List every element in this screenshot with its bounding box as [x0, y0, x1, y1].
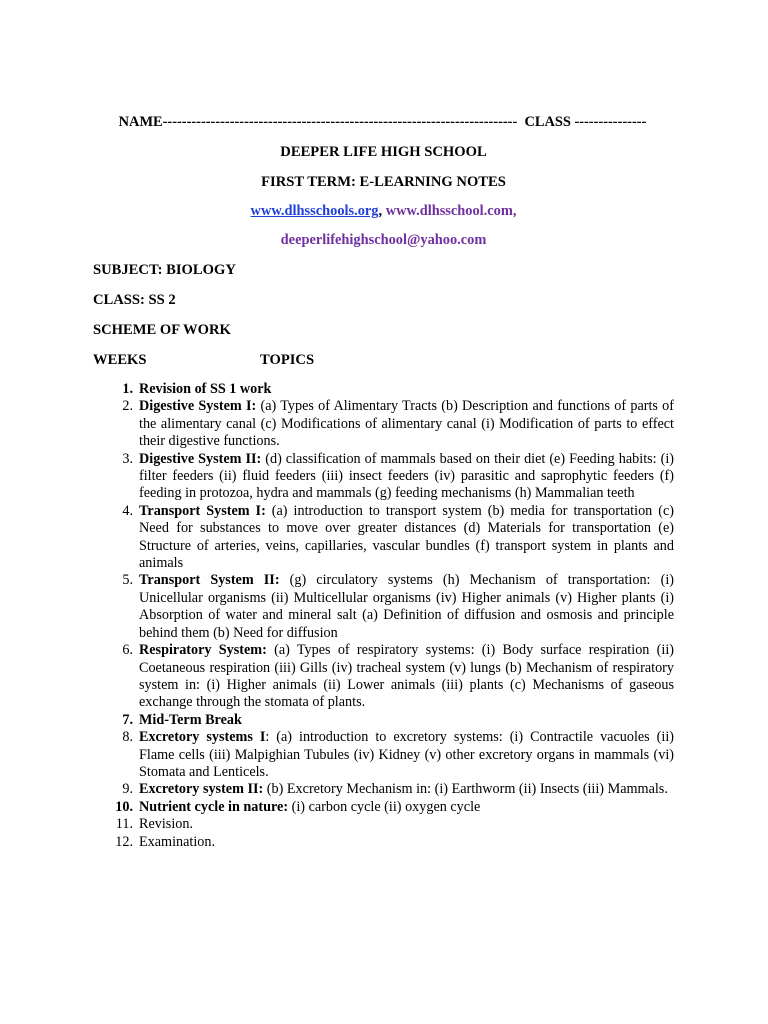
website-link-1[interactable]: www.dlhsschools.org	[250, 203, 379, 219]
class-label: CLASS	[524, 114, 571, 130]
item-text: (b) Excretory Mechanism in: (i) Earthworm (ii) Insects (iii) Mammals.	[263, 781, 668, 798]
item-title: Nutrient cycle in nature:	[139, 798, 289, 815]
item-title: Revision of SS 1 work	[139, 381, 272, 397]
item-number: 7.	[122, 711, 133, 728]
item-number: 6.	[122, 642, 133, 659]
link-separator: ,	[378, 203, 383, 219]
item-text: (i) carbon cycle (ii) oxygen cycle	[288, 798, 481, 815]
list-item	[93, 834, 674, 851]
list-item	[93, 398, 674, 450]
item-text: (d) classification of mammals based on their diet (e) Feeding habits: (i) filter feeders (ii) fluid feeders (iii) insect feeders (iv) parasitic and saprophytic feeders (f) feeding in protozoa, hydra and mammals (g) feeding mechanisms (h) Mammalian teeth	[139, 450, 674, 502]
item-text: Examination.	[139, 833, 216, 850]
topics-list	[93, 381, 674, 851]
item-number: 3.	[122, 450, 133, 467]
item-text: (a) introduction to transport system (b) media for transportation (c) Need for substances to move over greater distances (d) Materials for transportation (e) Structure of arteries, veins, capillaries, vascular bundles (f) transport system in plants and animals	[139, 502, 674, 572]
item-number: 8.	[122, 729, 133, 746]
list-item	[93, 781, 674, 798]
class-blank: ---------------	[574, 114, 647, 130]
item-number: 2.	[122, 398, 133, 415]
item-text: Revision.	[139, 816, 193, 833]
subject-line: SUBJECT: BIOLOGY	[93, 262, 236, 278]
item-title: Digestive System I:	[139, 398, 257, 415]
list-item	[93, 572, 674, 642]
name-label: NAME	[118, 114, 163, 130]
item-text: (a) Types of respiratory systems: (i) Body surface respiration (ii) Coetaneous respiration (iii) Gills (iv) tracheal system (v) lungs (b) Mechanism of respiratory system in: (i) Higher animals (ii) Lower animals (iii) plants (c) Mechanisms of gaseous exchange through the stomata of plants.	[139, 642, 674, 711]
column-headings	[93, 352, 674, 369]
term-title: FIRST TERM: E-LEARNING NOTES	[261, 174, 506, 190]
topics-heading: TOPICS	[260, 352, 315, 368]
weeks-heading: WEEKS	[93, 352, 147, 368]
name-blank: --------------------------------------------------------------------------	[162, 114, 518, 130]
list-item	[93, 642, 674, 712]
item-number: 12.	[115, 833, 133, 850]
item-title: Transport System I:	[139, 502, 266, 519]
item-title: Mid-Term Break	[139, 711, 242, 728]
list-item	[93, 799, 674, 816]
item-number: 10.	[115, 798, 133, 815]
document-page	[93, 114, 674, 851]
list-item	[93, 503, 674, 573]
item-number: 1.	[122, 381, 133, 397]
email-line	[93, 232, 674, 249]
school-name: DEEPER LIFE HIGH SCHOOL	[280, 144, 487, 160]
website-links	[93, 203, 674, 220]
website-link-2[interactable]: www.dlhsschool.com,	[385, 203, 517, 219]
item-number: 9.	[122, 781, 133, 798]
email-link[interactable]: deeperlifehighschool@yahoo.com	[280, 232, 487, 248]
item-number: 11.	[115, 816, 133, 833]
item-title: Excretory systems I	[139, 729, 266, 746]
item-title: Respiratory System:	[139, 642, 267, 659]
scheme-heading: SCHEME OF WORK	[93, 322, 231, 338]
item-text: (g) circulatory systems (h) Mechanism of transportation: (i) Unicellular organisms (ii) Multicellular organisms (iv) Higher animals (v) Higher plants (i) Absorption of water and mineral salt (a) Definition of diffusion and osmosis and principle behind them (b) Need for diffusion	[139, 572, 674, 641]
list-item	[93, 729, 674, 781]
list-item	[93, 381, 674, 398]
item-title: Transport System II:	[139, 572, 280, 589]
item-text: (a) Types of Alimentary Tracts (b) Description and functions of parts of the alimentary canal (c) Modifications of alimentary canal (i) Modification of parts to effect their digestive functions.	[139, 398, 674, 450]
list-item	[93, 712, 674, 729]
class-line: CLASS: SS 2	[93, 292, 176, 308]
item-text: : (a) introduction to excretory systems: (i) Contractile vacuoles (ii) Flame cells (iii) Malpighian Tubules (iv) Kidney (v) other excretory organs in mammals (vi) Stomata and Lenticels.	[139, 729, 675, 780]
item-number: 5.	[122, 572, 133, 589]
name-class-line	[91, 114, 674, 131]
list-item	[93, 451, 674, 503]
list-item	[93, 816, 674, 833]
item-number: 4.	[122, 502, 133, 519]
item-title: Digestive System II:	[139, 450, 262, 467]
item-title: Excretory system II:	[139, 781, 264, 798]
